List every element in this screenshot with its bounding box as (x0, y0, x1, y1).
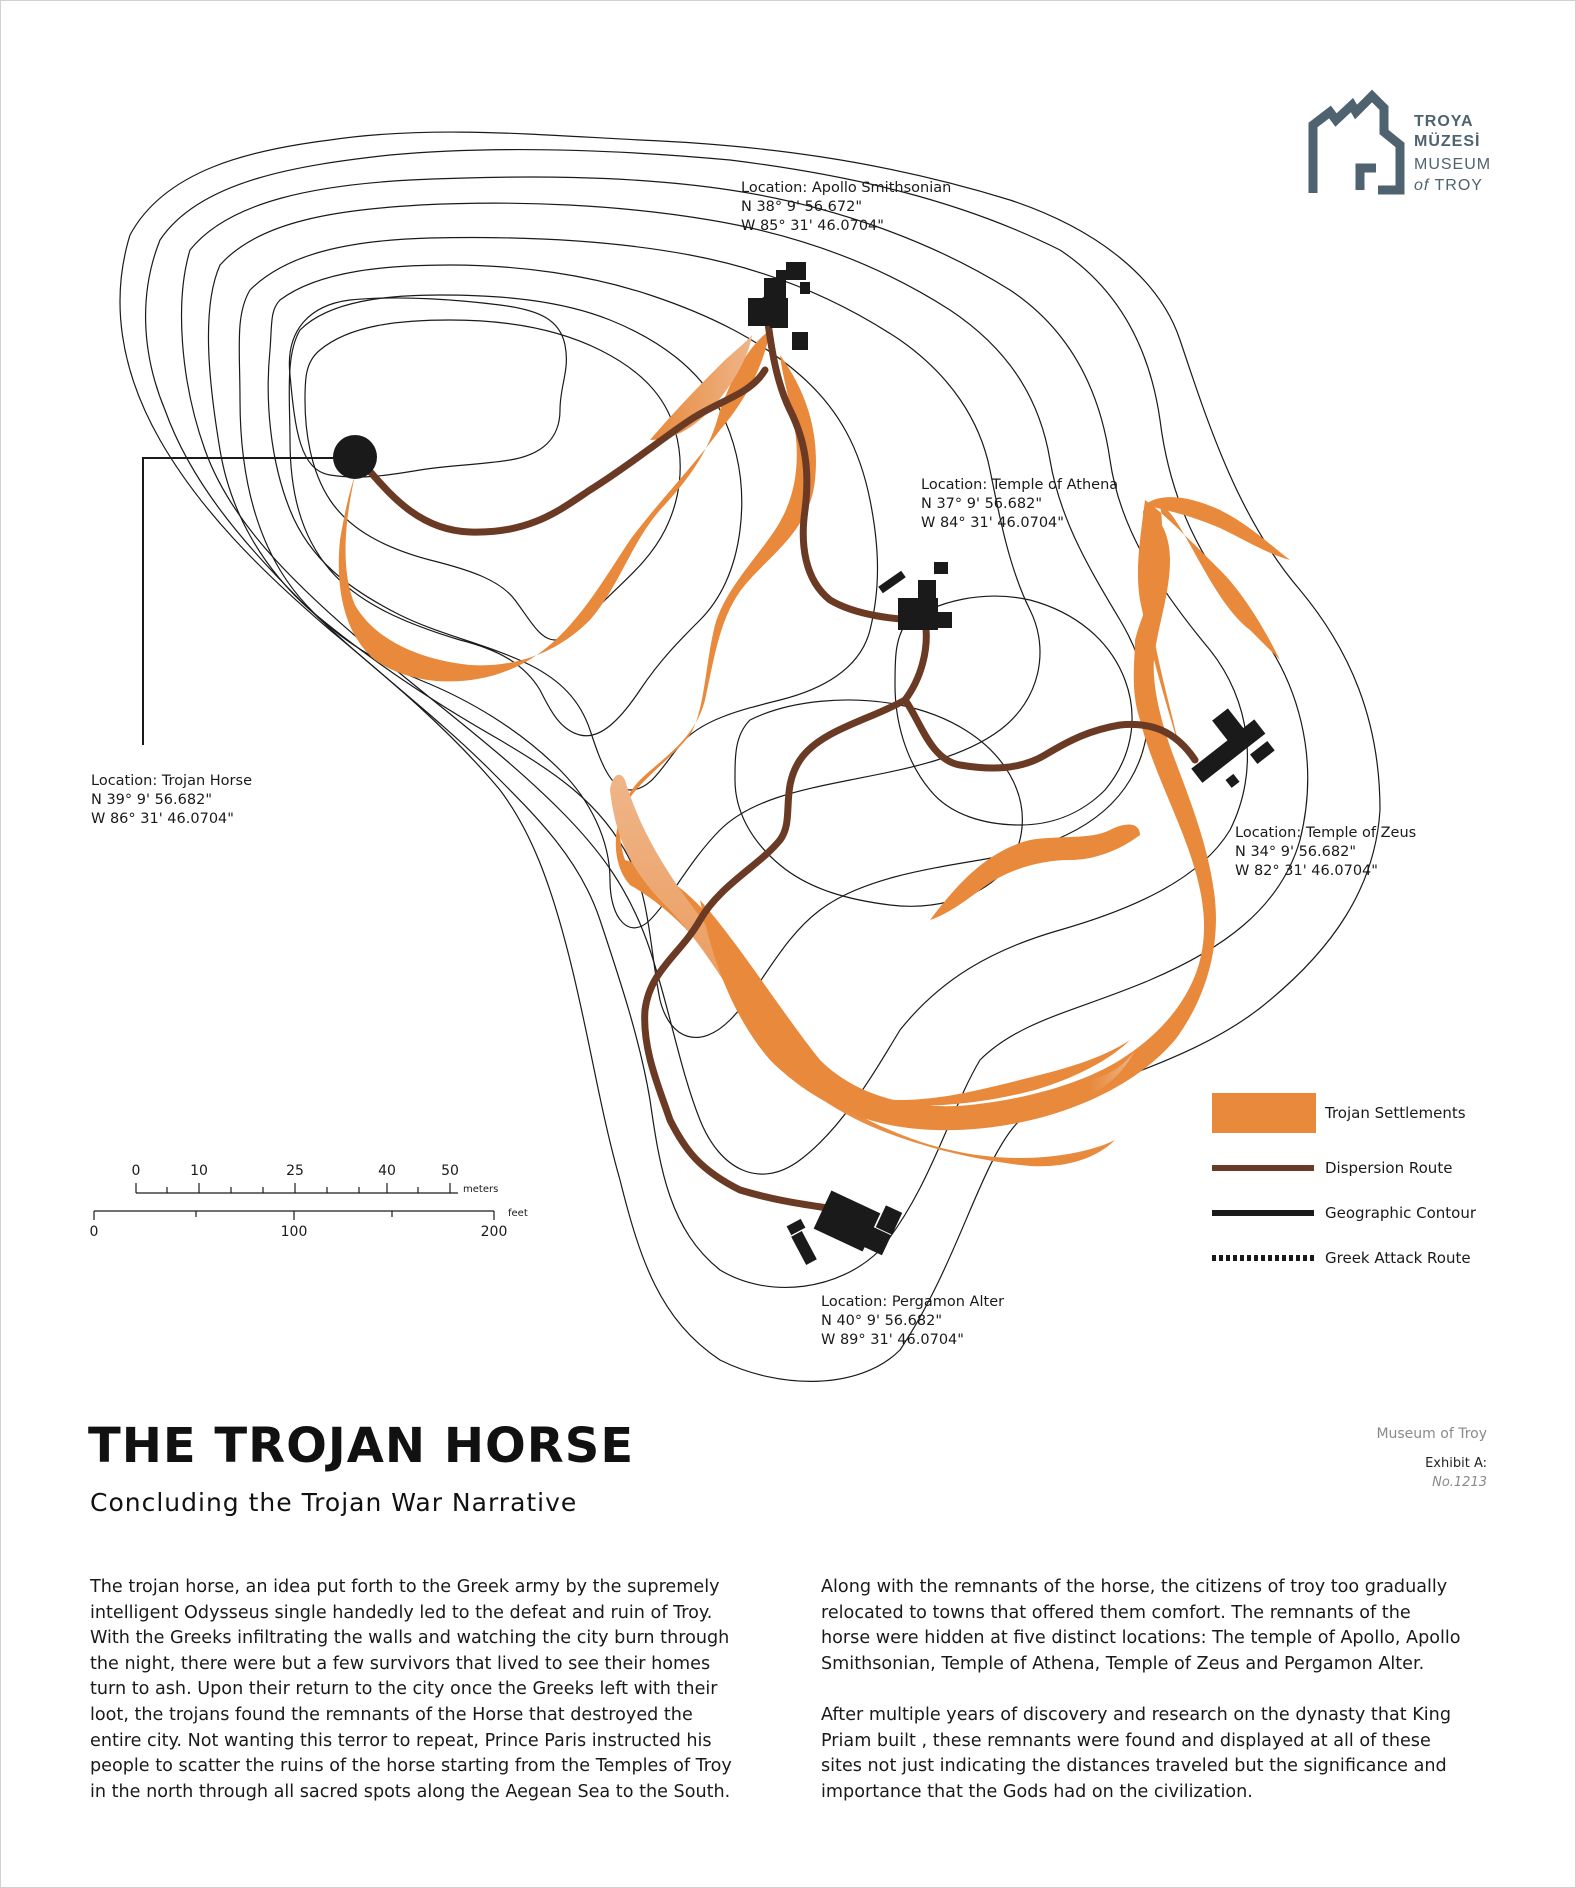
logo-line-1: TROYA (1414, 113, 1474, 130)
scale-m-0: 0 (131, 1163, 141, 1179)
athena-name: Location: Temple of Athena (921, 477, 1119, 493)
zeus-lon: W 82° 31' 46.0704" (1235, 863, 1378, 879)
contour-line (305, 320, 680, 640)
horse-lon: W 86° 31' 46.0704" (91, 811, 234, 827)
legend-swatch-settlements (1212, 1093, 1316, 1133)
text-line: entire city. Not wanting this terror to repeat, Prince Paris instructed his (90, 1730, 712, 1751)
text-line: Along with the remnants of the horse, the citizens of troy too gradually (821, 1577, 1448, 1597)
paragraph-right-1 (821, 1575, 1461, 1677)
contour-line (146, 150, 1308, 1288)
scale-f-200: 200 (480, 1224, 508, 1240)
logo-line-2: MÜZESİ (1414, 133, 1481, 150)
apollo-marker (748, 262, 810, 350)
text-line: in the north through all sacred spots along the Aegean Sea to the South. (90, 1781, 731, 1802)
logo-of: of (1414, 177, 1430, 194)
label-pergamon (821, 1293, 1004, 1350)
contour-line (895, 596, 1132, 825)
contour-line (289, 295, 742, 736)
paragraph-left (90, 1575, 732, 1805)
legend-label-contour: Geographic Contour (1325, 1204, 1477, 1222)
text-line: the night, there were but a few survivors that lived to see their homes (90, 1653, 711, 1674)
text-line: intelligent Odysseus single handedly led to the defeat and ruin of Troy. (90, 1602, 713, 1623)
horse-lat: N 39° 9' 56.682" (91, 792, 212, 808)
apollo-lat: N 38° 9' 56.672" (741, 199, 862, 215)
zeus-name: Location: Temple of Zeus (1235, 825, 1417, 841)
text-line: The trojan horse, an idea put forth to the Greek army by the supremely (90, 1577, 720, 1597)
scale-m-25: 25 (286, 1163, 304, 1179)
settlement-band (700, 510, 1216, 1130)
trojan-horse-leader (143, 458, 335, 745)
museum-logo-emblem (1313, 96, 1400, 193)
logo-line-4 (1414, 177, 1483, 195)
horse-name: Location: Trojan Horse (91, 773, 252, 789)
legend-symbols (1212, 1093, 1316, 1258)
page-subtitle: Concluding the Trojan War Narrative (90, 1488, 578, 1517)
trojan-horse-point (333, 435, 377, 479)
pergamon-lon: W 89° 31' 46.0704" (821, 1332, 964, 1348)
label-apollo (741, 179, 951, 236)
text-line: Smithsonian, Temple of Athena, Temple of Zeus and Pergamon Alter. (821, 1653, 1425, 1674)
scale-m-40: 40 (378, 1163, 396, 1179)
text-line: relocated to towns that offered them comfort. The remnants of the (821, 1602, 1411, 1623)
text-line: After multiple years of discovery and research on the dynasty that King (821, 1705, 1451, 1725)
exhibit-label: Exhibit A: (1425, 1456, 1487, 1471)
athena-lat: N 37° 9' 56.682" (921, 496, 1042, 512)
contour-line (182, 177, 1248, 1174)
legend-label-dispersion: Dispersion Route (1325, 1159, 1453, 1177)
label-athena (921, 476, 1118, 533)
page-title: THE TROJAN HORSE (88, 1418, 635, 1474)
pergamon-name: Location: Pergamon Alter (821, 1294, 1005, 1310)
zeus-lat: N 34° 9' 56.682" (1235, 844, 1356, 860)
scale-m-50: 50 (441, 1163, 459, 1179)
scale-f-100: 100 (280, 1224, 308, 1240)
text-line: loot, the trojans found the remnants of the Horse that destroyed the (90, 1704, 693, 1725)
scale-m-10: 10 (190, 1163, 208, 1179)
text-line: With the Greeks infiltrating the walls and watching the city burn through (90, 1628, 730, 1649)
scale-f-0: 0 (89, 1224, 99, 1240)
paragraph-right-2 (821, 1703, 1451, 1805)
logo-line-3: MUSEUM (1414, 156, 1492, 173)
legend-label-settlements: Trojan Settlements (1325, 1104, 1466, 1122)
text-line: Priam built , these remnants were found and displayed at all of these (821, 1730, 1431, 1751)
scale-feet-unit: feet (508, 1208, 528, 1219)
exhibit-number: No.1213 (1432, 1475, 1487, 1490)
museum-credit: Museum of Troy (1376, 1426, 1487, 1442)
logo-troy: TROY (1434, 177, 1483, 194)
legend-label-attack: Greek Attack Route (1325, 1249, 1471, 1267)
scale-meters-unit: meters (463, 1184, 499, 1195)
text-line: horse were hidden at five distinct locations: The temple of Apollo, Apollo (821, 1628, 1461, 1649)
pergamon-lat: N 40° 9' 56.682" (821, 1313, 942, 1329)
label-horse (91, 772, 252, 829)
apollo-lon: W 85° 31' 46.0704" (741, 218, 884, 234)
text-line: turn to ash. Upon their return to the city once the Greeks left with their (90, 1679, 718, 1700)
scale-bar (94, 1183, 494, 1220)
apollo-name: Location: Apollo Smithsonian (741, 180, 952, 196)
text-line: people to scatter the ruins of the horse starting from the Temples of Troy (90, 1756, 732, 1777)
settlement-band (930, 825, 1140, 920)
text-line: importance that the Gods had on the civilization. (821, 1781, 1253, 1802)
text-line: sites not just indicating the distances traveled but the significance and (821, 1756, 1447, 1777)
contour-line (289, 298, 566, 477)
label-zeus (1235, 824, 1416, 881)
athena-lon: W 84° 31' 46.0704" (921, 515, 1064, 531)
